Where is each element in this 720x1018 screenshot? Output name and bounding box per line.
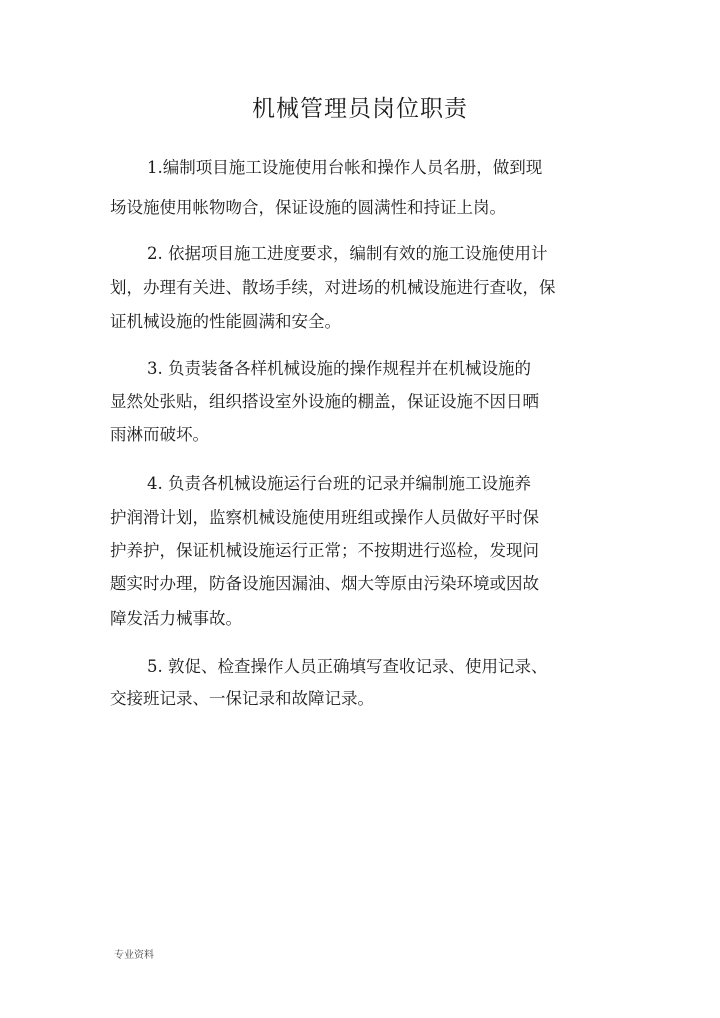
paragraph-line: 3. 负责装备各样机械设施的操作规程并在机械设施的 (147, 359, 531, 378)
paragraph-line: 护养护，保证机械设施运行正常；不按期进行巡检，发现问 (110, 541, 539, 560)
paragraph-line: 4. 负责各机械设施运行台班的记录并编制施工设施养 (147, 474, 531, 493)
paragraph-line: 交接班记录、一保记录和故障记录。 (110, 689, 374, 708)
paragraph-line: 显然处张贴，组织搭设室外设施的棚盖，保证设施不因日晒 (110, 392, 539, 411)
document-title: 机械管理员岗位职责 (252, 96, 468, 122)
paragraph-line: 1.编制项目施工设施使用台帐和操作人员名册，做到现 (147, 158, 543, 177)
paragraph-line: 划，办理有关进、散场手续，对进场的机械设施进行查收，保 (110, 278, 556, 297)
paragraph-line: 护润滑计划，监察机械设施使用班组或操作人员做好平时保 (110, 508, 539, 527)
paragraph-line: 证机械设施的性能圆满和安全。 (110, 312, 341, 331)
paragraph-line: 5. 敦促、检查操作人员正确填写查收记录、使用记录、 (147, 657, 548, 676)
paragraph-line: 雨淋而破坏。 (110, 425, 209, 444)
paragraph-line: 题实时办理，防备设施因漏油、烟大等原由污染环境或因故 (110, 574, 539, 593)
paragraph-line: 2. 依据项目施工进度要求，编制有效的施工设施使用计 (147, 244, 548, 263)
paragraph-line: 场设施使用帐物吻合，保证设施的圆满性和持证上岗。 (110, 198, 506, 217)
page-footer: 专业资料 (114, 950, 154, 961)
paragraph-line: 障发活力械事故。 (110, 609, 242, 628)
